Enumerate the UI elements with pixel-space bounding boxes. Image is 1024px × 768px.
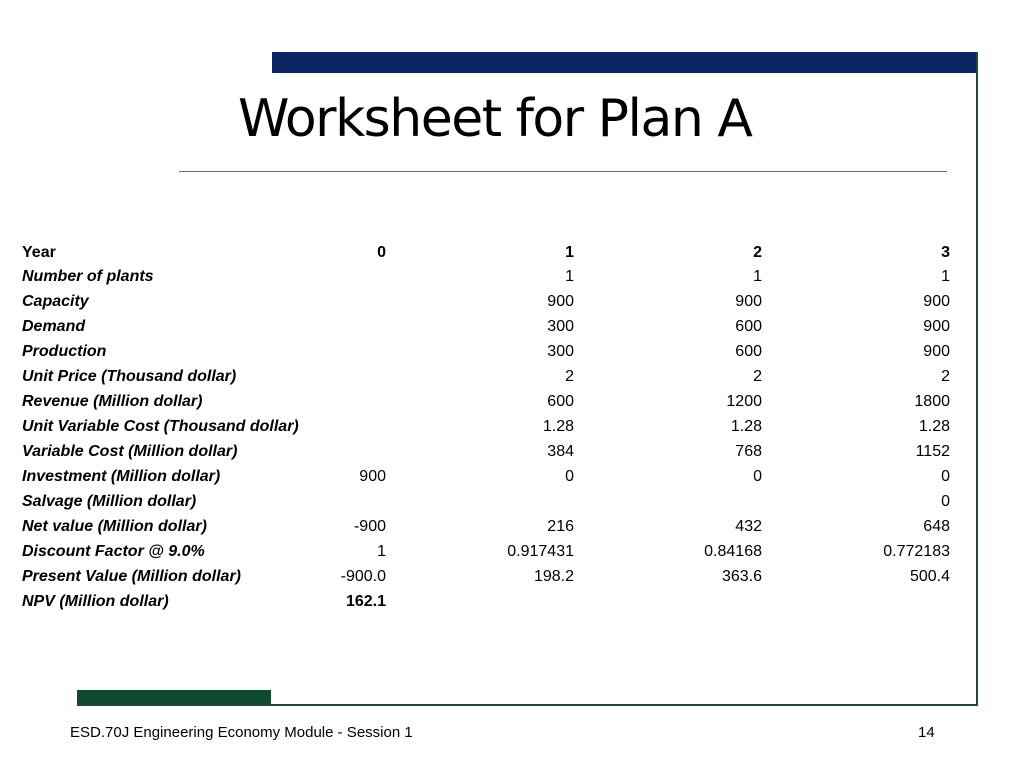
footer-accent-block [77, 690, 271, 705]
title-divider [179, 171, 947, 172]
cell-year-3: 0 [941, 493, 950, 510]
cell-year-3: 0 [941, 468, 950, 485]
table-row [20, 314, 952, 339]
table-row [20, 339, 952, 364]
cell-year-1: 600 [547, 393, 574, 410]
row-label: Demand [22, 318, 86, 335]
cell-year-1: 216 [547, 518, 574, 535]
cell-year-0: 1 [377, 543, 386, 560]
cell-year-0 [320, 289, 388, 314]
cell-year-1 [388, 589, 576, 614]
year-header-1: 1 [565, 244, 574, 261]
cell-year-2 [576, 489, 764, 514]
footer-rule [77, 704, 978, 706]
row-label: Present Value (Million dollar) [22, 568, 241, 585]
cell-year-1: 384 [547, 443, 574, 460]
row-label: Investment (Million dollar) [22, 468, 221, 485]
year-header-2: 2 [753, 244, 762, 261]
row-label: Unit Variable Cost (Thousand dollar) [22, 418, 299, 435]
row-label: Capacity [22, 293, 89, 310]
table-row [20, 289, 952, 314]
table-row [20, 489, 952, 514]
cell-year-2: 2 [753, 368, 762, 385]
cell-year-0: 900 [359, 468, 386, 485]
cell-year-2: 600 [735, 318, 762, 335]
table-row [20, 564, 952, 589]
cell-year-2: 432 [735, 518, 762, 535]
cell-year-3: 900 [923, 318, 950, 335]
header-accent-bar [272, 52, 977, 73]
cell-year-3: 0.772183 [883, 543, 950, 560]
cell-year-3: 1800 [914, 393, 950, 410]
row-label: Variable Cost (Million dollar) [22, 443, 238, 460]
table-row [20, 539, 952, 564]
row-label: Net value (Million dollar) [22, 518, 207, 535]
cell-year-1: 0.917431 [507, 543, 574, 560]
cell-year-3: 1152 [915, 443, 950, 460]
cell-year-1: 300 [547, 343, 574, 360]
row-label: Unit Price (Thousand dollar) [22, 368, 237, 385]
cell-year-2: 1200 [726, 393, 762, 410]
cell-year-0 [320, 439, 388, 464]
cell-year-2: 768 [735, 443, 762, 460]
worksheet-body [20, 264, 952, 614]
table-row [20, 439, 952, 464]
right-border-rule [976, 52, 978, 706]
cell-year-0 [320, 489, 388, 514]
cell-year-0 [320, 339, 388, 364]
cell-year-0 [320, 364, 388, 389]
cell-year-1: 0 [565, 468, 574, 485]
cell-year-1: 1.28 [542, 418, 574, 435]
cell-year-0 [320, 264, 388, 289]
cell-year-2: 600 [735, 343, 762, 360]
cell-year-3 [764, 589, 952, 614]
worksheet-table [20, 242, 952, 614]
cell-year-3: 2 [941, 368, 950, 385]
row-label: Salvage (Million dollar) [22, 493, 197, 510]
cell-year-3: 1.28 [918, 418, 950, 435]
cell-year-3: 500.4 [909, 568, 950, 585]
slide-title: Worksheet for Plan A [238, 89, 752, 149]
table-row [20, 464, 952, 489]
cell-year-1: 900 [547, 293, 574, 310]
cell-year-1: 1 [565, 268, 574, 285]
year-header-0: 0 [377, 244, 386, 261]
cell-year-0: -900.0 [340, 568, 386, 585]
table-row [20, 589, 952, 614]
cell-year-2: 900 [735, 293, 762, 310]
cell-year-1 [388, 489, 576, 514]
row-label: NPV (Million dollar) [22, 593, 169, 610]
table-row [20, 264, 952, 289]
cell-year-3: 1 [941, 268, 950, 285]
cell-year-2: 363.6 [721, 568, 762, 585]
table-row [20, 514, 952, 539]
row-label: Revenue (Million dollar) [22, 393, 203, 410]
cell-year-1: 198.2 [533, 568, 574, 585]
table-row [20, 364, 952, 389]
cell-year-3: 900 [923, 343, 950, 360]
row-label: Production [22, 343, 107, 360]
row-label: Discount Factor @ 9.0% [22, 543, 205, 560]
cell-year-0: -900 [353, 518, 386, 535]
cell-year-2: 0.84168 [704, 543, 762, 560]
row-label: Number of plants [22, 268, 154, 285]
footer-course-text: ESD.70J Engineering Economy Module - Session 1 [70, 724, 413, 741]
page-number: 14 [918, 724, 935, 741]
cell-year-3: 648 [923, 518, 950, 535]
cell-year-2: 0 [753, 468, 762, 485]
cell-year-2 [576, 589, 764, 614]
cell-year-2: 1 [753, 268, 762, 285]
cell-year-0 [320, 414, 388, 439]
cell-year-1: 300 [547, 318, 574, 335]
cell-year-2: 1.28 [730, 418, 762, 435]
cell-year-1: 2 [565, 368, 574, 385]
cell-year-0 [320, 389, 388, 414]
table-row [20, 414, 952, 439]
year-header-3: 3 [941, 244, 950, 261]
cell-year-0 [320, 314, 388, 339]
year-header-label: Year [22, 244, 56, 261]
cell-year-0: 162.1 [345, 593, 386, 610]
worksheet-header-row [20, 242, 952, 264]
cell-year-3: 900 [923, 293, 950, 310]
table-row [20, 389, 952, 414]
